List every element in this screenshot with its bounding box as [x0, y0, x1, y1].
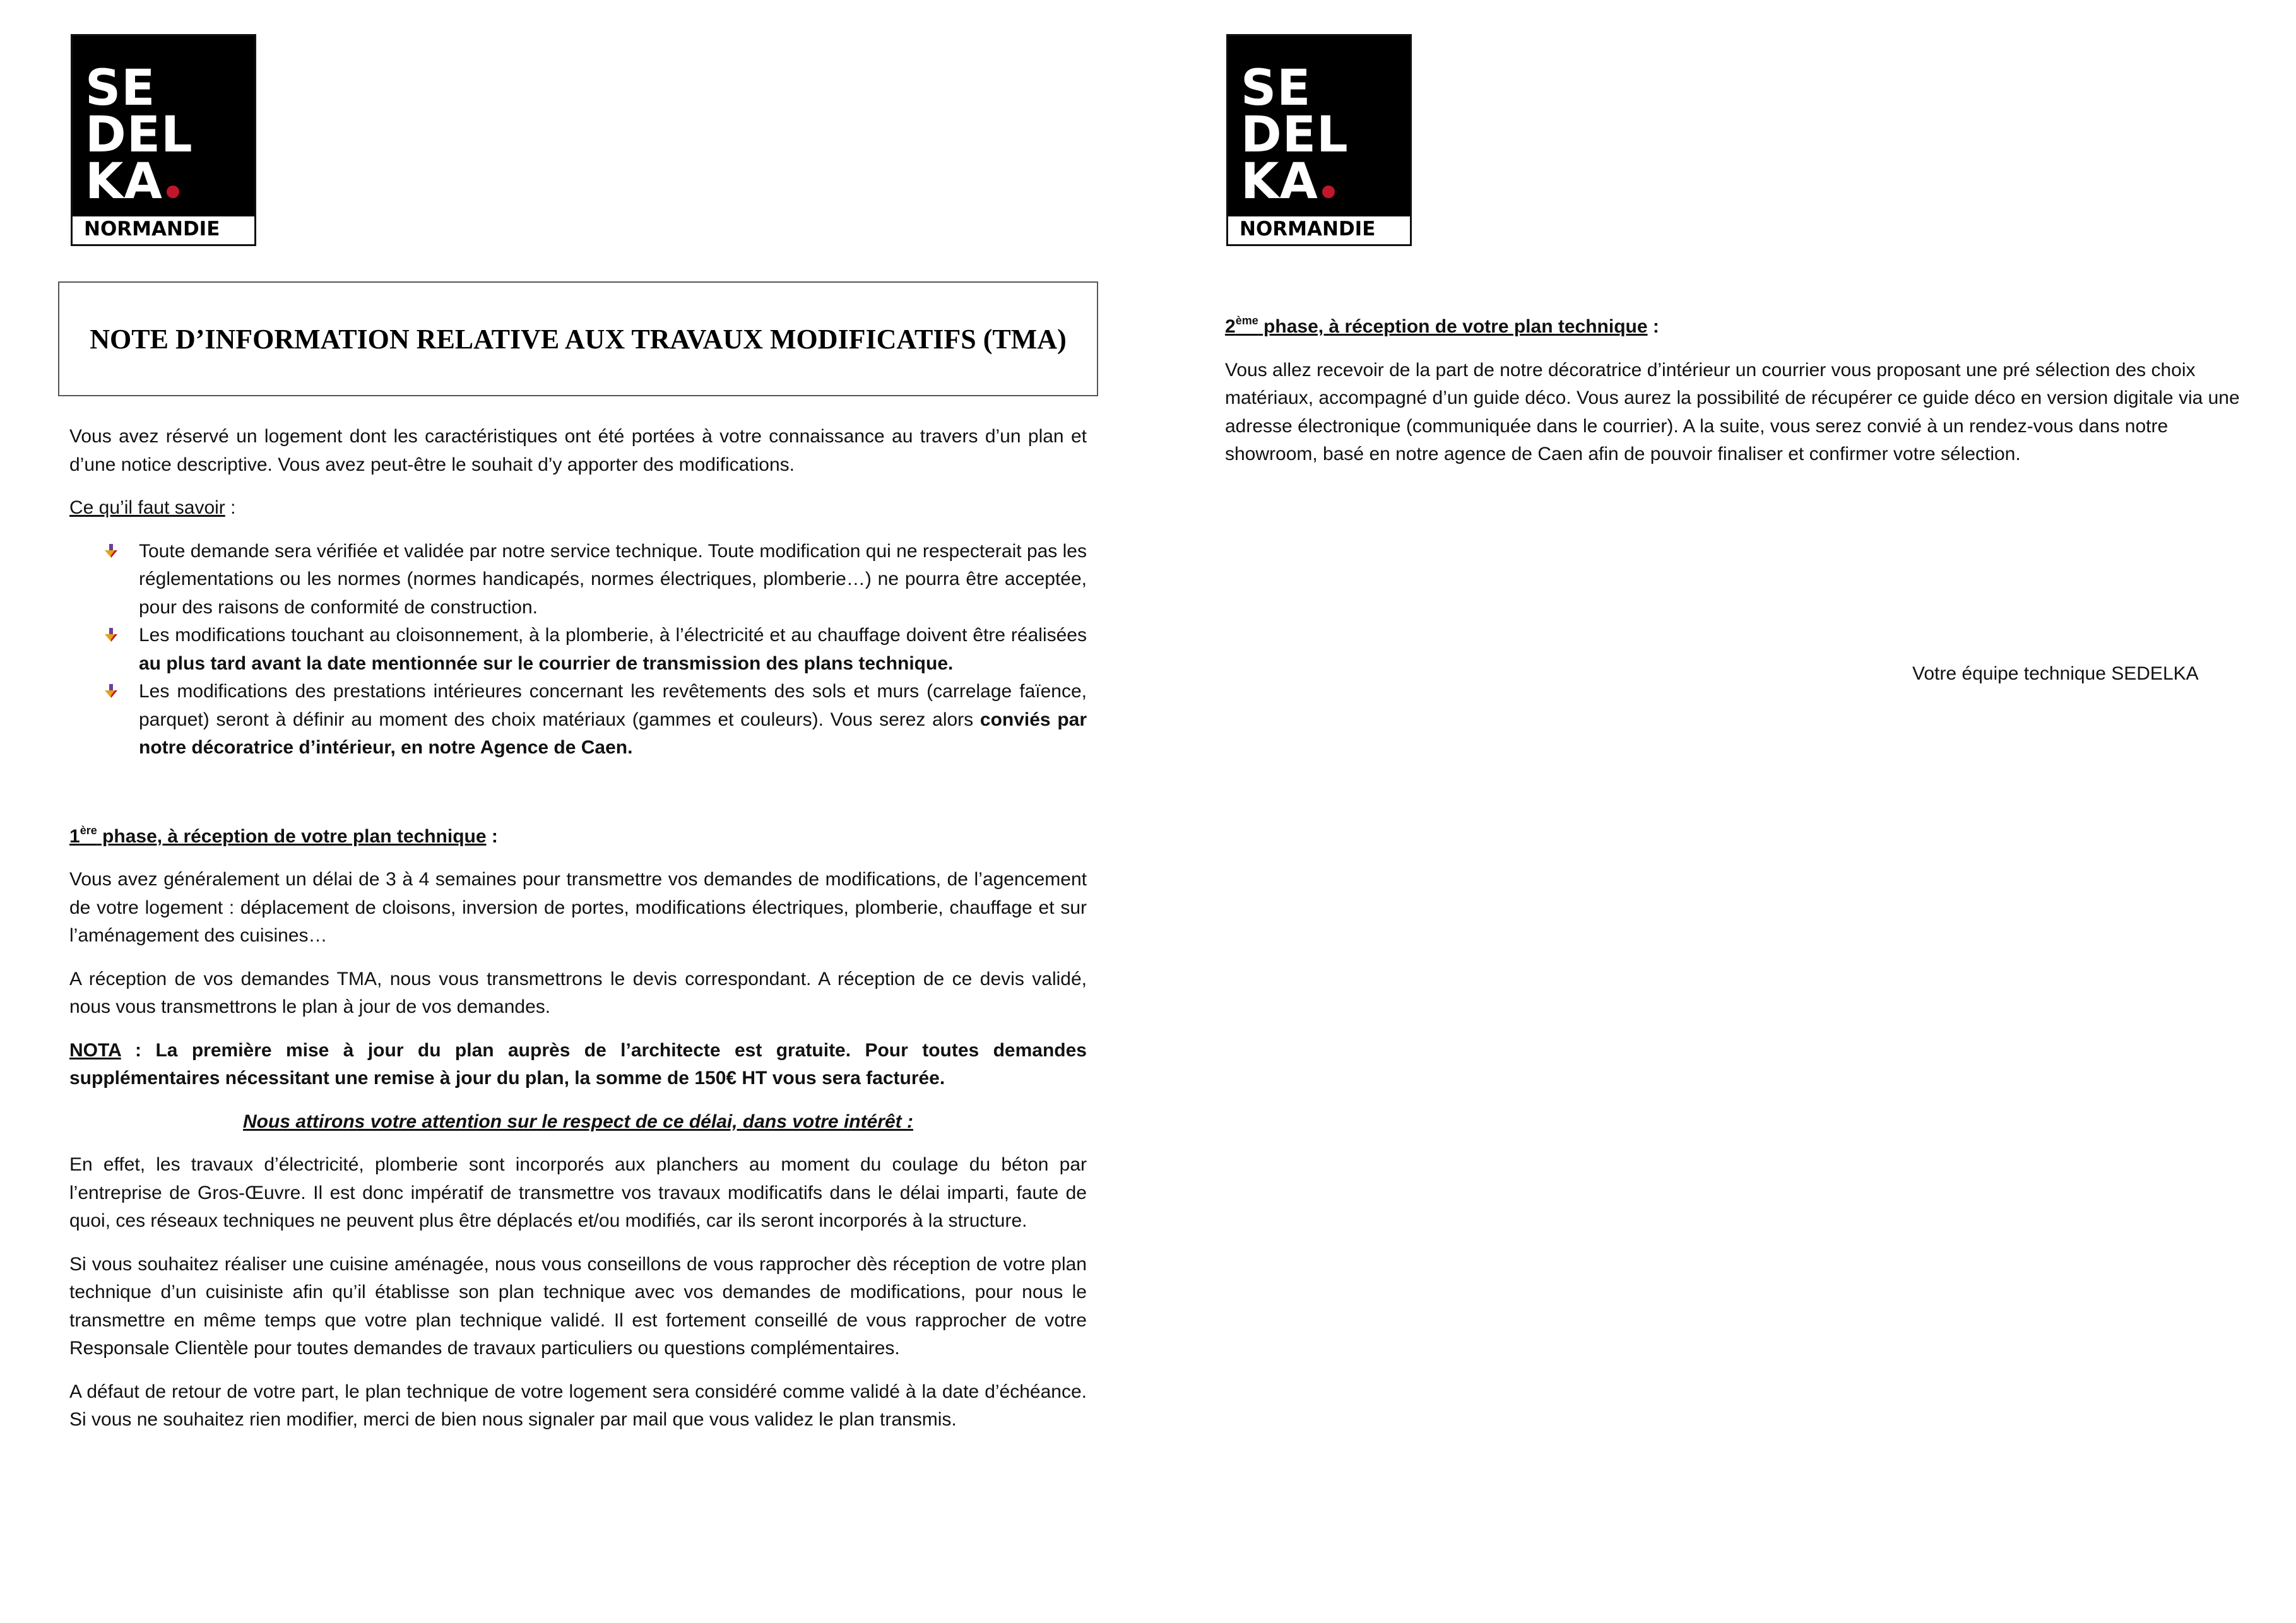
arrow-down-bullet-icon: [102, 683, 120, 700]
phase1-heading: 1ère phase, à réception de votre plan technique :: [69, 823, 498, 847]
phase1-paragraph-reseaux: En effet, les travaux d’électricité, plomberie sont incorporés aux planchers au moment du coulage du béton par l’entreprise de Gros-Œuvre. Il est donc impératif de transmettre vos travaux modificatifs dans le délai imparti, faute de quoi, ces réseaux techniques ne peuvent plus être déplacés et/ou modifiés, car ils seront incorporés à la structure.: [69, 1154, 1087, 1231]
logo-subtitle: NORMANDIE: [84, 218, 220, 240]
attention-line: Nous attirons votre attention sur le respect de ce délai, dans votre intérêt :: [243, 1111, 913, 1132]
sedelka-logo-left: [71, 34, 256, 246]
intro-paragraph: Vous avez réservé un logement dont les caractéristiques ont été portées à votre connaissance au travers d’un plan et d’une notice descriptive. Vous avez peut-être le souhait d’y apporter des modifications.: [69, 426, 1087, 475]
logo-subtitle: NORMANDIE: [1240, 218, 1376, 240]
logo-wordmark: SE DEL KA: [1228, 36, 1410, 216]
phase1-paragraph-defaut: A défaut de retour de votre part, le plan technique de votre logement sera considéré comme validé à la date d’échéance. Si vous ne souhaitez rien modifier, merci de bien nous signaler par mail que vous validez le plan transmis.: [69, 1381, 1087, 1430]
document-title-box: [58, 281, 1098, 396]
phase1-paragraph-delai: Vous avez généralement un délai de 3 à 4 semaines pour transmettre vos demandes de modifications, de l’agencement de votre logement : déplacement de cloisons, inversion de portes, modifications électriques, plomberie, chauffage et sur l’aménagement des cuisines…: [69, 869, 1087, 946]
phase1-paragraph-cuisine: Si vous souhaitez réaliser une cuisine aménagée, nous vous conseillons de vous rapprocher dès réception de votre plan technique d’un cuisiniste afin qu’il établisse son plan technique avec vos demandes de modifications, pour nous le transmettre en même temps que votre plan technique validé. Il est fortement conseillé de vous rapprocher de votre Responsale Clientèle pour toutes demandes de travaux particuliers ou questions complémentaires.: [69, 1253, 1087, 1359]
phase1-paragraph-devis: A réception de vos demandes TMA, nous vous transmettrons le devis correspondant. A réception de ce devis validé, nous vous transmettrons le plan à jour de vos demandes.: [69, 968, 1087, 1017]
logo-dot-icon: [1322, 186, 1335, 198]
list-item: Les modifications des prestations intérieures concernant les revêtements des sols et murs (carrelage faïence, parquet) seront à définir au moment des choix matériaux (gammes et couleurs). Vous serez alors conviés par notre décoratrice d’intérieur, en notre Agence de Caen.: [139, 678, 1087, 762]
list-item: Les modifications touchant au cloisonnement, à la plomberie, à l’électricité et au chauffage doivent être réalisées au plus tard avant la date mentionnée sur le courrier de transmission des plans technique.: [139, 622, 1087, 678]
arrow-down-bullet-icon: [102, 543, 120, 560]
arrow-down-bullet-icon: [102, 627, 120, 644]
logo-wordmark: SE DEL KA: [73, 36, 254, 216]
savoir-heading-line: Ce qu’il faut savoir :: [69, 497, 236, 518]
savoir-list: [69, 538, 1087, 762]
logo-dot-icon: [167, 186, 179, 198]
nota-label: NOTA: [69, 1039, 121, 1061]
list-item: Toute demande sera vérifiée et validée par notre service technique. Toute modification qui ne respecterait pas les réglementations ou les normes (normes handicapés, normes électriques, plomberie…) ne pourra être acceptée, pour des raisons de conformité de construction.: [139, 538, 1087, 622]
phase2-heading: 2ème phase, à réception de votre plan technique :: [1225, 314, 1659, 337]
phase2-paragraph: Vous allez recevoir de la part de notre décoratrice d’intérieur un courrier vous proposant une pré sélection des choix matériaux, accompagné d’un guide déco. Vous aurez la possibilité de récupérer ce guide déco en version digitale via une adresse électronique (communiquée dans le courrier). A la suite, vous serez convié à un rendez-vous dans notre showroom, basé en notre agence de Caen afin de pouvoir finaliser et confirmer votre sélection.: [1225, 359, 2240, 464]
signature: Votre équipe technique SEDELKA: [1912, 663, 2199, 684]
savoir-heading: Ce qu’il faut savoir: [69, 497, 225, 518]
left-column: [69, 423, 1087, 1449]
document-title: NOTE D’INFORMATION RELATIVE AUX TRAVAUX MODIFICATIFS (TMA): [90, 323, 1067, 355]
sedelka-logo-right: [1226, 34, 1412, 246]
right-column: [1225, 313, 2242, 484]
nota-paragraph: NOTA : La première mise à jour du plan auprès de l’architecte est gratuite. Pour toutes demandes supplémentaires nécessitant une remise à jour du plan, la somme de 150€ HT vous sera facturée.: [69, 1039, 1087, 1089]
